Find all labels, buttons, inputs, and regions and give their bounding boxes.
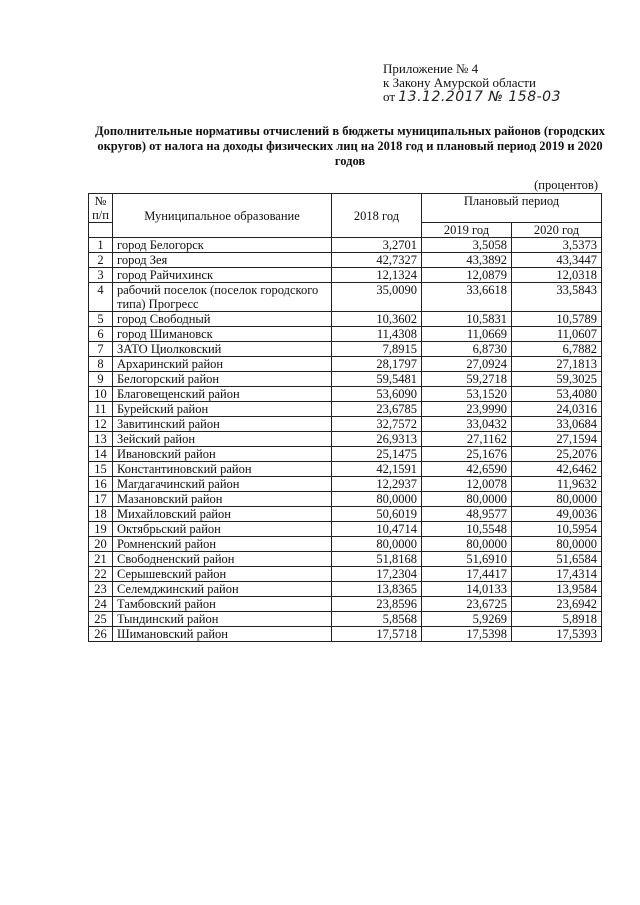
row-municipality: Мазановский район xyxy=(113,492,332,507)
row-value-2020: 6,7882 xyxy=(512,342,602,357)
row-municipality: город Свободный xyxy=(113,312,332,327)
row-value-2019: 12,0078 xyxy=(422,477,512,492)
row-number: 23 xyxy=(89,582,113,597)
appendix-law-reference: к Закону Амурской области xyxy=(383,75,536,90)
row-value-2020: 80,0000 xyxy=(512,492,602,507)
row-value-2019: 80,0000 xyxy=(422,537,512,552)
row-number: 15 xyxy=(89,462,113,477)
table-row xyxy=(89,327,602,342)
table-row xyxy=(89,387,602,402)
row-value-2018: 23,6785 xyxy=(332,402,422,417)
row-value-2018: 12,1324 xyxy=(332,268,422,283)
table-row xyxy=(89,357,602,372)
row-value-2018: 80,0000 xyxy=(332,492,422,507)
appendix-date-line xyxy=(383,90,561,104)
row-value-2018: 25,1475 xyxy=(332,447,422,462)
row-value-2019: 11,0669 xyxy=(422,327,512,342)
table-row xyxy=(89,492,602,507)
row-value-2020: 5,8918 xyxy=(512,612,602,627)
row-number: 22 xyxy=(89,567,113,582)
row-municipality: Ивановский район xyxy=(113,447,332,462)
row-value-2020: 3,5373 xyxy=(512,238,602,253)
table-row xyxy=(89,507,602,522)
row-number: 4 xyxy=(89,283,113,312)
row-value-2018: 35,0090 xyxy=(332,283,422,312)
header-2020: 2020 год xyxy=(512,223,602,238)
row-number: 21 xyxy=(89,552,113,567)
table-row xyxy=(89,238,602,253)
row-value-2018: 23,8596 xyxy=(332,597,422,612)
row-municipality: город Белогорск xyxy=(113,238,332,253)
row-number: 3 xyxy=(89,268,113,283)
row-value-2020: 13,9584 xyxy=(512,582,602,597)
header-2019: 2019 год xyxy=(422,223,512,238)
row-number: 8 xyxy=(89,357,113,372)
row-number: 20 xyxy=(89,537,113,552)
row-number: 13 xyxy=(89,432,113,447)
table-row xyxy=(89,477,602,492)
row-municipality: Зейский район xyxy=(113,432,332,447)
row-municipality: Серышевский район xyxy=(113,567,332,582)
row-value-2019: 33,6618 xyxy=(422,283,512,312)
header-number xyxy=(89,194,113,223)
row-value-2018: 51,8168 xyxy=(332,552,422,567)
row-value-2020: 27,1813 xyxy=(512,357,602,372)
row-number: 26 xyxy=(89,627,113,642)
table-row xyxy=(89,582,602,597)
header-planned-period: Плановый период xyxy=(422,194,602,223)
units-label: (процентов) xyxy=(534,178,598,192)
header-number-top: № xyxy=(94,194,107,208)
row-number: 9 xyxy=(89,372,113,387)
table-row xyxy=(89,627,602,642)
row-value-2019: 27,1162 xyxy=(422,432,512,447)
row-value-2020: 11,0607 xyxy=(512,327,602,342)
row-municipality: Завитинский район xyxy=(113,417,332,432)
table-row xyxy=(89,312,602,327)
table-row xyxy=(89,597,602,612)
row-municipality: Константиновский район xyxy=(113,462,332,477)
row-number: 1 xyxy=(89,238,113,253)
row-municipality: Белогорский район xyxy=(113,372,332,387)
row-value-2018: 11,4308 xyxy=(332,327,422,342)
table-row xyxy=(89,552,602,567)
row-number: 12 xyxy=(89,417,113,432)
row-municipality: город Райчихинск xyxy=(113,268,332,283)
row-value-2018: 3,2701 xyxy=(332,238,422,253)
appendix-header xyxy=(383,62,561,104)
row-value-2019: 5,9269 xyxy=(422,612,512,627)
document-title: Дополнительные нормативы отчислений в бюджеты муниципальных районов (городских округов) от налога на доходы физических лиц на 2018 год и плановый период 2019 и 2020 годов xyxy=(94,124,606,168)
row-value-2018: 17,2304 xyxy=(332,567,422,582)
row-value-2018: 32,7572 xyxy=(332,417,422,432)
table-row xyxy=(89,567,602,582)
row-number: 24 xyxy=(89,597,113,612)
row-value-2018: 5,8568 xyxy=(332,612,422,627)
table-row xyxy=(89,612,602,627)
row-number: 2 xyxy=(89,253,113,268)
table-row xyxy=(89,432,602,447)
row-value-2020: 33,5843 xyxy=(512,283,602,312)
row-number: 17 xyxy=(89,492,113,507)
row-value-2019: 43,3892 xyxy=(422,253,512,268)
appendix-number: Приложение № 4 xyxy=(383,61,479,76)
row-value-2018: 26,9313 xyxy=(332,432,422,447)
row-value-2019: 51,6910 xyxy=(422,552,512,567)
row-value-2020: 17,4314 xyxy=(512,567,602,582)
row-value-2019: 23,6725 xyxy=(422,597,512,612)
table-row xyxy=(89,372,602,387)
row-value-2020: 33,0684 xyxy=(512,417,602,432)
row-number: 19 xyxy=(89,522,113,537)
row-value-2020: 11,9632 xyxy=(512,477,602,492)
table-row xyxy=(89,402,602,417)
row-municipality: Михайловский район xyxy=(113,507,332,522)
row-municipality: рабочий поселок (поселок городского типа) Прогресс xyxy=(113,283,332,312)
row-number: 5 xyxy=(89,312,113,327)
row-number: 18 xyxy=(89,507,113,522)
table-row xyxy=(89,462,602,477)
table-header-row xyxy=(89,194,602,223)
row-number: 25 xyxy=(89,612,113,627)
row-municipality: Тындинский район xyxy=(113,612,332,627)
row-value-2019: 27,0924 xyxy=(422,357,512,372)
row-municipality: Благовещенский район xyxy=(113,387,332,402)
row-value-2018: 13,8365 xyxy=(332,582,422,597)
table-row xyxy=(89,447,602,462)
header-number-spacer xyxy=(89,223,113,238)
row-value-2019: 3,5058 xyxy=(422,238,512,253)
header-number-bottom: п/п xyxy=(92,208,109,222)
table-row xyxy=(89,253,602,268)
row-value-2019: 59,2718 xyxy=(422,372,512,387)
row-number: 11 xyxy=(89,402,113,417)
row-value-2020: 59,3025 xyxy=(512,372,602,387)
row-municipality: ЗАТО Циолковский xyxy=(113,342,332,357)
row-number: 10 xyxy=(89,387,113,402)
table-row xyxy=(89,283,602,312)
row-municipality: Ромненский район xyxy=(113,537,332,552)
row-municipality: город Шимановск xyxy=(113,327,332,342)
row-value-2018: 7,8915 xyxy=(332,342,422,357)
row-value-2018: 28,1797 xyxy=(332,357,422,372)
row-value-2019: 42,6590 xyxy=(422,462,512,477)
row-value-2018: 53,6090 xyxy=(332,387,422,402)
norms-table xyxy=(88,193,602,642)
row-municipality: Тамбовский район xyxy=(113,597,332,612)
table-row xyxy=(89,417,602,432)
row-number: 16 xyxy=(89,477,113,492)
table-row xyxy=(89,522,602,537)
table-row xyxy=(89,537,602,552)
row-value-2018: 10,4714 xyxy=(332,522,422,537)
appendix-from-label: от xyxy=(383,89,396,104)
row-value-2019: 17,5398 xyxy=(422,627,512,642)
row-value-2020: 27,1594 xyxy=(512,432,602,447)
row-value-2018: 17,5718 xyxy=(332,627,422,642)
row-value-2020: 42,6462 xyxy=(512,462,602,477)
row-value-2019: 53,1520 xyxy=(422,387,512,402)
row-number: 6 xyxy=(89,327,113,342)
row-value-2020: 23,6942 xyxy=(512,597,602,612)
row-municipality: Магдагачинский район xyxy=(113,477,332,492)
row-municipality: Свободненский район xyxy=(113,552,332,567)
row-value-2019: 23,9990 xyxy=(422,402,512,417)
table-row xyxy=(89,342,602,357)
row-value-2019: 25,1676 xyxy=(422,447,512,462)
table-row xyxy=(89,268,602,283)
row-value-2020: 25,2076 xyxy=(512,447,602,462)
row-value-2019: 48,9577 xyxy=(422,507,512,522)
row-value-2019: 80,0000 xyxy=(422,492,512,507)
row-municipality: город Зея xyxy=(113,253,332,268)
row-value-2020: 12,0318 xyxy=(512,268,602,283)
row-value-2018: 80,0000 xyxy=(332,537,422,552)
row-value-2019: 10,5548 xyxy=(422,522,512,537)
row-value-2020: 51,6584 xyxy=(512,552,602,567)
row-value-2018: 12,2937 xyxy=(332,477,422,492)
row-number: 14 xyxy=(89,447,113,462)
row-municipality: Архаринский район xyxy=(113,357,332,372)
row-value-2019: 6,8730 xyxy=(422,342,512,357)
header-municipality: Муниципальное образование xyxy=(113,194,332,238)
handwritten-date-number: 13.12.2017 № 158-03 xyxy=(398,89,561,105)
header-2018: 2018 год xyxy=(332,194,422,238)
table-body xyxy=(89,238,602,642)
row-value-2019: 33,0432 xyxy=(422,417,512,432)
row-value-2019: 17,4417 xyxy=(422,567,512,582)
row-value-2019: 12,0879 xyxy=(422,268,512,283)
row-municipality: Бурейский район xyxy=(113,402,332,417)
row-municipality: Селемджинский район xyxy=(113,582,332,597)
row-value-2020: 10,5789 xyxy=(512,312,602,327)
row-value-2020: 43,3447 xyxy=(512,253,602,268)
row-value-2018: 59,5481 xyxy=(332,372,422,387)
row-municipality: Шимановский район xyxy=(113,627,332,642)
row-value-2018: 42,7327 xyxy=(332,253,422,268)
row-value-2020: 10,5954 xyxy=(512,522,602,537)
row-value-2020: 17,5393 xyxy=(512,627,602,642)
row-value-2019: 14,0133 xyxy=(422,582,512,597)
row-value-2020: 53,4080 xyxy=(512,387,602,402)
row-value-2019: 10,5831 xyxy=(422,312,512,327)
row-value-2020: 24,0316 xyxy=(512,402,602,417)
row-value-2020: 49,0036 xyxy=(512,507,602,522)
row-value-2020: 80,0000 xyxy=(512,537,602,552)
row-municipality: Октябрьский район xyxy=(113,522,332,537)
row-value-2018: 10,3602 xyxy=(332,312,422,327)
row-value-2018: 42,1591 xyxy=(332,462,422,477)
row-number: 7 xyxy=(89,342,113,357)
row-value-2018: 50,6019 xyxy=(332,507,422,522)
